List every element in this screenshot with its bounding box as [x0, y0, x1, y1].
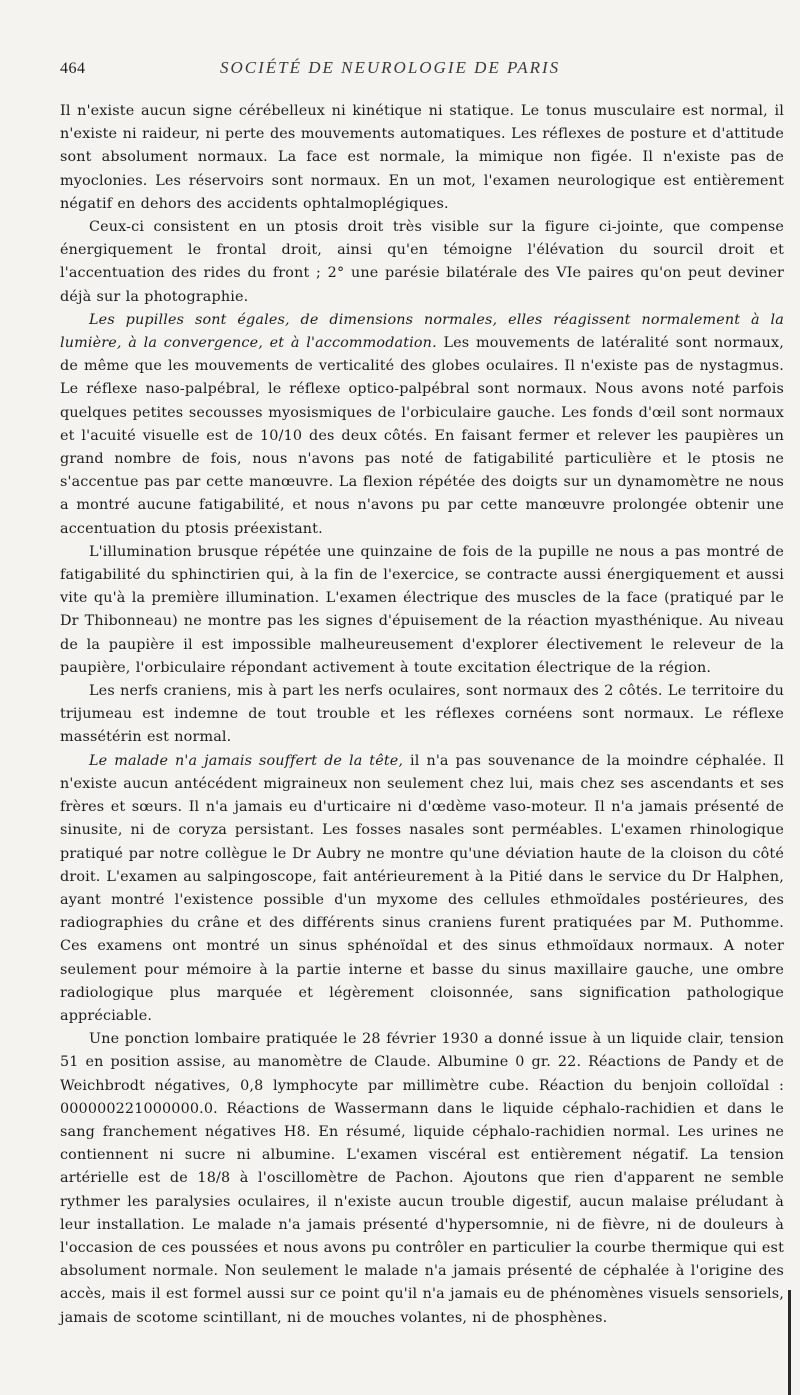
- page-header: [60, 58, 784, 88]
- paragraph-text: Il n'existe aucun signe cérébelleux ni kinétique ni statique. Le tonus musculaire est normal, il n'existe ni raideur, ni perte des mouvements automatiques. Les réflexes de posture et d'attitude sont absolument normaux. La face est normale, la mimique non figée. Il n'existe pas de myoclonies. Les réservoirs sont normaux. En un mot, l'examen neurologique est entièrement négatif en dehors des accidents ophtalmoplégiques.: [60, 103, 784, 212]
- paragraph-cranial-nerves: [60, 680, 784, 750]
- paragraph-text: Les nerfs craniens, mis à part les nerfs oculaires, sont normaux des 2 côtés. Le territoire du trijumeau est indemne de tout trouble et les réflexes cornéens sont normaux. Le réflexe massétérin est normal.: [60, 683, 784, 746]
- paragraph-text: Ceux-ci consistent en un ptosis droit très visible sur la figure ci-jointe, que compense énergiquement le frontal droit, ainsi qu'en témoigne l'élévation du sourcil droit et l'accentuation des rides du front ; 2° une parésie bilatérale des VIe paires qu'on peut deviner déjà sur la photographie.: [60, 219, 784, 305]
- running-title: SOCIÉTÉ DE NEUROLOGIE DE PARIS: [220, 58, 561, 77]
- paragraph-ptosis: [60, 216, 784, 309]
- body-text: [60, 100, 784, 1330]
- paragraph-pupils: [60, 309, 784, 541]
- paragraph-lead: Le malade n'a jamais souffert de la tête,: [89, 752, 404, 769]
- paragraph-lumbar-puncture: [60, 1028, 784, 1330]
- paragraph-lead: Les pupilles sont égales, de dimensions normales, elles réagissent normalement à la lumière, à la convergence, et à l'accommodation.: [60, 311, 784, 352]
- paragraph-text: L'illumination brusque répétée une quinzaine de fois de la pupille ne nous a pas montré de fatigabilité du sphinctirien qui, à la fin de l'exercice, se contracte aussi énergiquement et aussi vite qu'à la première illumination. L'examen électrique des muscles de la face (pratiqué par le Dr Thibonneau) ne montre pas les signes d'épuisement de la réaction myasthénique. Au niveau de la paupière il est impossible malheureusement d'explorer électivement le releveur de la paupière, l'orbiculaire répondant activement à toute excitation électrique de la région.: [60, 543, 784, 676]
- paragraph-text: Une ponction lombaire pratiquée le 28 février 1930 a donné issue à un liquide clair, tension 51 en position assise, au manomètre de Claude. Albumine 0 gr. 22. Réactions de Pandy et de Weichbrodt négatives, 0,8 lymphocyte par millimètre cube. Réaction du benjoin colloïdal : 000000221000000.0. Réactions de Wassermann dans le liquide céphalo-rachidien et dans le sang franchement négatives H8. En résumé, liquide céphalo-rachidien normal. Les urines ne contiennent ni sucre ni albumine. L'examen viscéral est entièrement négatif. La tension artérielle est de 18/8 à l'oscillomètre de Pachon. Ajoutons que rien d'apparent ne semble rythmer les paralysies oculaires, il n'existe aucun trouble digestif, aucun malaise préludant à leur installation. Le malade n'a jamais présenté d'hypersomnie, ni de fièvre, ni de douleurs à l'occasion de ces poussées et nous avons pu contrôler en particulier la courbe thermique qui est absolument normale. Non seulement le malade n'a jamais présenté de céphalée à l'origine des accès, mais il est formel aussi sur ce point qu'il n'a jamais eu de phénomènes visuels sensoriels, jamais de scotome scintillant, ni de mouches volantes, ni de phosphènes.: [60, 1031, 784, 1326]
- paragraph-text: il n'a pas souvenance de la moindre céphalée. Il n'existe aucun antécédent migraineux non seulement chez lui, mais chez ses ascendants et ses frères et sœurs. Il n'a jamais eu d'urticaire ni d'œdème vaso-moteur. Il n'a jamais présenté de sinusite, ni de coryza persistant. Les fosses nasales sont perméables. L'examen rhinologique pratiqué par notre collègue le Dr Aubry ne montre qu'une déviation haute de la cloison du côté droit. L'examen au salpingoscope, fait antérieurement à la Pitié dans le service du Dr Halphen, ayant montré l'existence possible d'un myxome des cellules ethmoïdales postérieures, des radiographies du crâne et des différents sinus craniens furent pratiquées par M. Puthomme. Ces examens ont montré un sinus sphénoïdal et des sinus ethmoïdaux normaux. A noter seulement pour mémoire à la partie interne et basse du sinus maxillaire gauche, une ombre radiologique plus marquée et légèrement cloisonnée, sans signification pathologique appréciable.: [60, 752, 784, 1024]
- book-page: [60, 58, 784, 1330]
- page-edge-shadow: [788, 1290, 791, 1395]
- paragraph-illumination: [60, 541, 784, 680]
- page-number: 464: [60, 60, 86, 77]
- paragraph-text: Les mouvements de latéralité sont normaux, de même que les mouvements de verticalité des globes oculaires. Il n'existe pas de nystagmus. Le réflexe naso-palpébral, le réflexe optico-palpébral sont normaux. Nous avons noté parfois quelques petites secousses myosismiques de l'orbiculaire gauche. Les fonds d'œil sont normaux et l'acuité visuelle est de 10/10 des deux côtés. En faisant fermer et relever les paupières un grand nombre de fois, nous n'avons pas noté de fatigabilité particulière et le ptosis ne s'accentue pas par cette manœuvre. La flexion répétée des doigts sur un dynamomètre ne nous a montré aucune fatigabilité, et nous n'avons pu par cette manœuvre prolongée obtenir une accentuation du ptosis préexistant.: [60, 335, 785, 537]
- paragraph-headache-history: [60, 750, 784, 1028]
- paragraph-cerebellar: [60, 100, 784, 216]
